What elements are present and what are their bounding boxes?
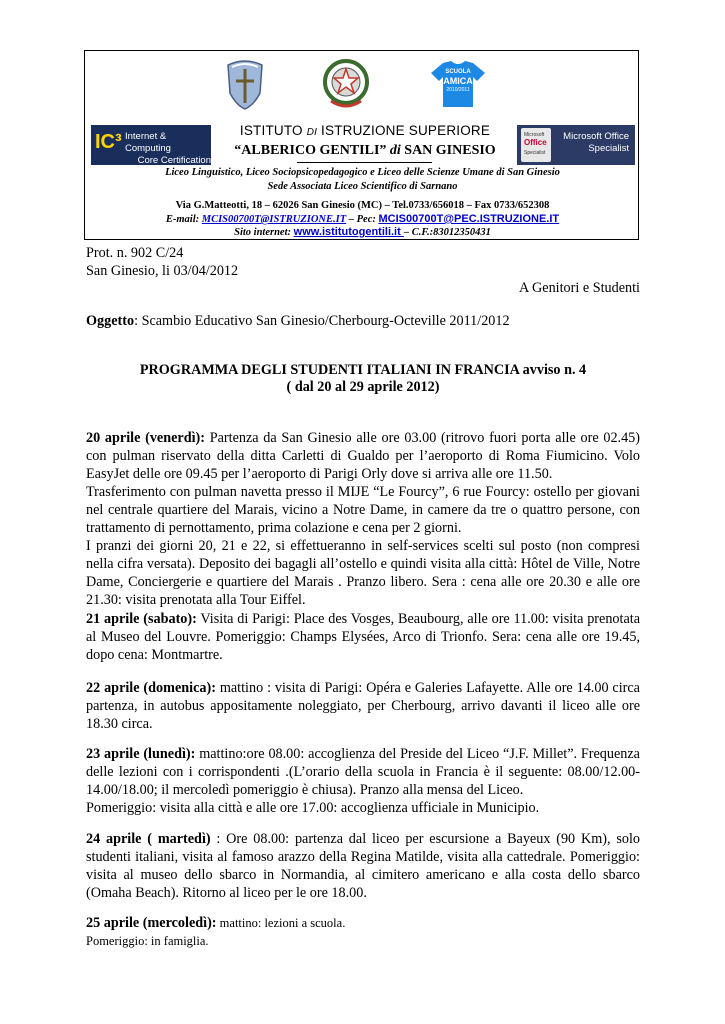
subject-line — [86, 312, 640, 330]
day-text: Partenza da San Ginesio alle ore 03.00 (ritrovo fuori porta alle ore 02.45) con pulman riservato della ditta Carletti di Gualdo per l’aeroporto di Roma Fiumicino. Volo EasyJet delle ore 09.45 per l’aeroporto di Parigi Orly dove si arriva alle ore 11.50. — [86, 430, 641, 482]
institute-name: “ALBERICO GENTILI” di SAN GINESIO — [234, 143, 496, 158]
ic3-mark: IC³ — [95, 131, 122, 153]
day-label: 23 aprile (lunedì): — [86, 746, 196, 762]
day-text: Visita di Parigi: Place des Vosges, Beaubourg, alle ore 11.00: visita prenotata al Museo del Louvre. Pomeriggio: Champs Elysées, Arco di Trionfo. Sera: cena alle ore 19.45, dopo cena: Montmartre. — [86, 611, 640, 663]
programma-title: PROGRAMMA DEGLI STUDENTI ITALIANI IN FRANCIA avviso n. 4 — [139, 362, 587, 378]
subject-label: Oggetto — [86, 313, 135, 329]
contacts-line: E-mail: MCIS00700T@ISTRUZIONE.IT – Pec: MCIS00700T@PEC.ISTRUZIONE.IT — [165, 213, 560, 225]
place-date: San Ginesio, li 03/04/2012 — [86, 263, 239, 279]
day-text: mattino : visita di Parigi: Opéra e Galeries Lafayette. Alle ore 14.00 circa partenza, in autobus appositamente noleggiato, per Cherbourg, arrivo davanti il liceo alle ore 18.30 circa. — [86, 680, 640, 732]
subject-text: : Scambio Educativo San Ginesio/Cherbourg-Octeville 2011/2012 — [134, 313, 510, 329]
ic3-certification-logo — [91, 125, 211, 165]
protocol-number: Prot. n. 902 C/24 — [86, 245, 184, 261]
scuola-amica-shirt-icon — [429, 59, 487, 109]
day-text: mattino:ore 08.00: accoglienza del Preside del Liceo “J.F. Millet”. Frequenza delle lezioni con i corrispondenti .(L’orario della scuola in Francia è il seguente: 08.00/12.00-14.00/18.00; il mercoledì pomeriggio è chiusa). Pranzo alla mensa del Liceo. — [86, 746, 640, 798]
mso-badge-line-2: Office — [524, 138, 547, 147]
day-24 — [86, 830, 640, 902]
day-text: mattino: lezioni a scuola. — [216, 916, 346, 930]
school-crest-icon — [224, 59, 266, 111]
day-label: 22 aprile (domenica): — [86, 680, 216, 696]
licei-line: Liceo Linguistico, Liceo Sociopsicopedagogico e Liceo delle Scienze Umane di San Ginesio — [165, 167, 560, 178]
day-text-extra: Pomeriggio: in famiglia. — [86, 934, 209, 948]
address-line: Via G.Matteotti, 18 – 62026 San Ginesio (MC) – Tel.0733/656018 – Fax 0733/652308 — [175, 200, 550, 211]
divider — [297, 162, 432, 163]
day-text-extra: I pranzi dei giorni 20, 21 e 22, si effettueranno in self-services scelti sul posto (non compresi nella cifra versata). Deposito dei bagagli all’ostello e quindi visita alla città: Hôtel de Ville, Notre Dame, Conciergerie e quartiere del Marais . Pranzo libero. Sera : cena alle ore 20.30 e alle ore 21.30: visita prenotata alla Tour Eiffel. — [86, 538, 640, 608]
shirt-line-2: AMICA — [443, 76, 473, 86]
institute-type: ISTITUTO DI ISTRUZIONE SUPERIORE — [239, 123, 491, 138]
day-label: 24 aprile ( martedì) — [86, 831, 211, 847]
sede-line: Sede Associata Liceo Scientifico di Sarnano — [267, 181, 458, 192]
day-23 — [86, 745, 640, 817]
mso-badge-line-3: Specialist — [524, 150, 546, 156]
microsoft-office-specialist-logo — [517, 125, 635, 165]
mso-line-2: Specialist — [588, 143, 629, 154]
day-25 — [86, 914, 640, 950]
ic3-line-2: Core Certification — [137, 155, 211, 166]
day-text: : Ore 08.00: partenza dal liceo per escursione a Bayeux (90 Km), solo studenti italiani, visita al famoso arazzo della Regina Matilde, visita alla cattedrale. Pomeriggio: visita al museo dello sbarco in Normandia, al cimitero americano e alla costa dello sbarco (Omaha Beach). Ritorno al liceo per le ore 18.00. — [86, 831, 640, 901]
recipients: A Genitori e Studenti — [519, 280, 640, 296]
letterhead — [84, 50, 639, 240]
day-label: 20 aprile (venerdì): — [86, 430, 205, 446]
day-label: 25 aprile (mercoledì): — [86, 915, 217, 931]
shirt-line-3: 2010/2011 — [446, 87, 470, 93]
site-link[interactable]: www.istitutogentili.it — [293, 226, 404, 238]
mso-line-1: Microsoft Office — [563, 131, 629, 142]
shirt-line-1: SCUOLA — [445, 69, 471, 75]
day-20 — [86, 429, 640, 609]
programma-dates: ( dal 20 al 29 aprile 2012) — [286, 379, 440, 395]
republic-emblem-icon — [321, 57, 371, 111]
day-label: 21 aprile (sabato): — [86, 611, 197, 627]
email-link[interactable]: MCIS00700T@ISTRUZIONE.IT — [201, 214, 347, 225]
ic3-line-1: Internet & Computing — [125, 131, 171, 154]
mso-badge — [521, 128, 551, 162]
site-line: Sito internet: www.istitutogentili.it – C.F.:83012350431 — [234, 226, 491, 238]
mso-badge-line-1: Microsoft — [524, 132, 545, 138]
pec-link[interactable]: MCIS00700T@PEC.ISTRUZIONE.IT — [378, 213, 560, 225]
day-21 — [86, 610, 640, 664]
day-text-extra: Pomeriggio: visita alla città e alle ore 17.00: accoglienza ufficiale in Municipio. — [86, 800, 540, 816]
day-22 — [86, 679, 640, 733]
day-text-extra: Trasferimento con pulman navetta presso il MIJE “Le Fourcy”, 6 rue Fourcy: ostello per giovani nel centrale quartiere del Marais, vicino a Notre Dame, in camere da tre o quattro persone, con trattamento di pernottamento, prima colazione e cena per 2 giorni. — [86, 484, 640, 536]
